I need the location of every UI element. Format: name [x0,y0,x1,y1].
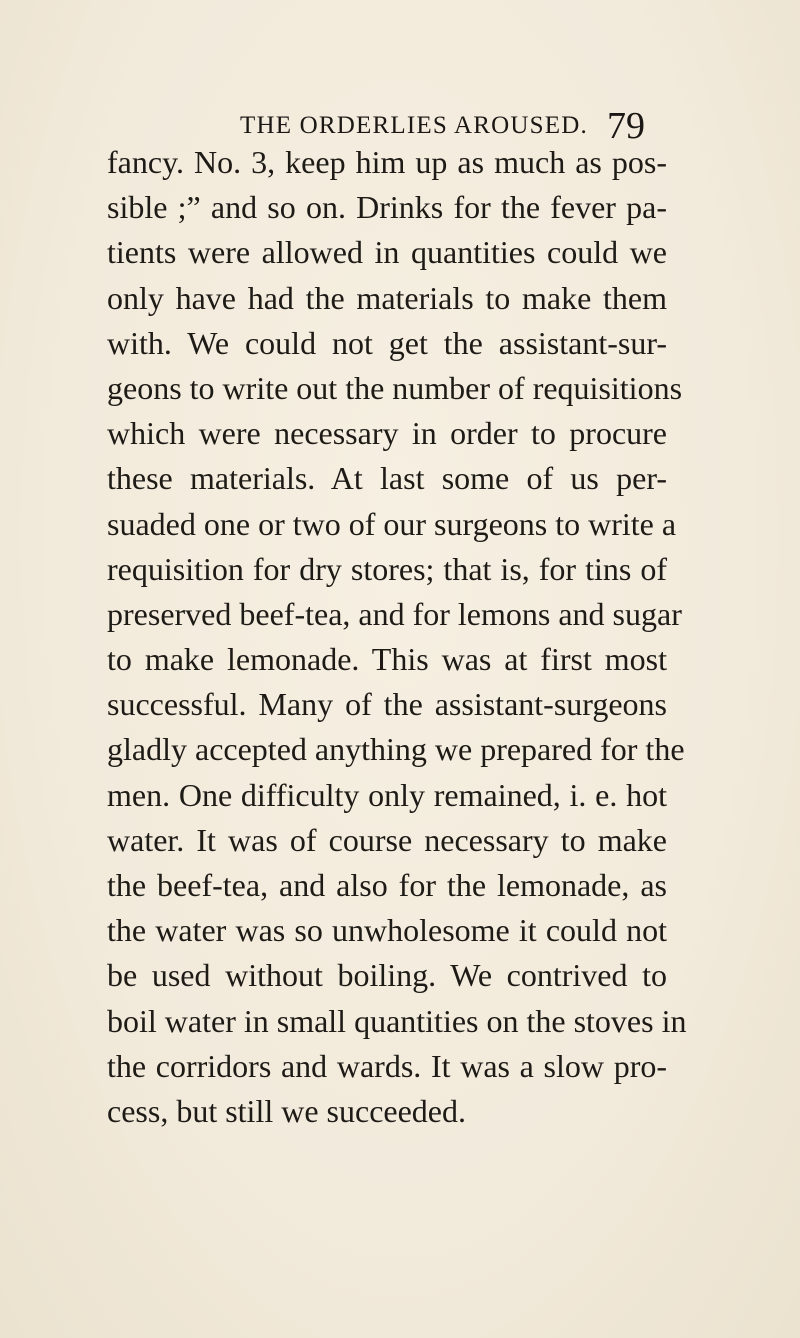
text-line: only have had the materials to make them [107,279,667,316]
text-line: these materials. At last some of us per- [107,460,667,497]
text-line: requisition for dry stores; that is, for tins of [107,550,667,587]
text-line: successful. Many of the assistant-surgeons [107,686,667,723]
text-line: geons to write out the number of requisitions [107,369,683,406]
text-line: tients were allowed in quantities could we [107,234,667,271]
text-line: to make lemonade. This was at first most [107,641,667,678]
text-line: suaded one or two of our surgeons to write a [107,505,677,542]
page-number: 79 [607,105,645,147]
text-line: fancy. No. 3, keep him up as much as pos- [107,144,667,180]
text-line: preserved beef-tea, and for lemons and sugar [107,595,682,632]
text-line: men. One difficulty only remained, i. e. hot [107,776,667,813]
body-text [107,140,687,1134]
text-line: which were necessary in order to procure [107,415,667,452]
text-line: the corridors and wards. It was a slow pro- [107,1047,667,1084]
text-line: gladly accepted anything we prepared for the [107,731,685,768]
text-line: water. It was of course necessary to make [107,821,667,858]
text-line: be used without boiling. We contrived to [107,957,667,994]
text-line: sible ;” and so on. Drinks for the fever pa- [107,189,667,226]
running-head: THE ORDERLIES AROUSED. [240,112,588,139]
text-line: the water was so unwholesome it could not [107,912,667,949]
text-line: boil water in small quantities on the stoves in [107,1002,687,1039]
text-line: cess, but still we succeeded. [107,1092,466,1129]
text-line: the beef-tea, and also for the lemonade, as [107,867,667,903]
text-line: with. We could not get the assistant-sur- [107,324,667,361]
